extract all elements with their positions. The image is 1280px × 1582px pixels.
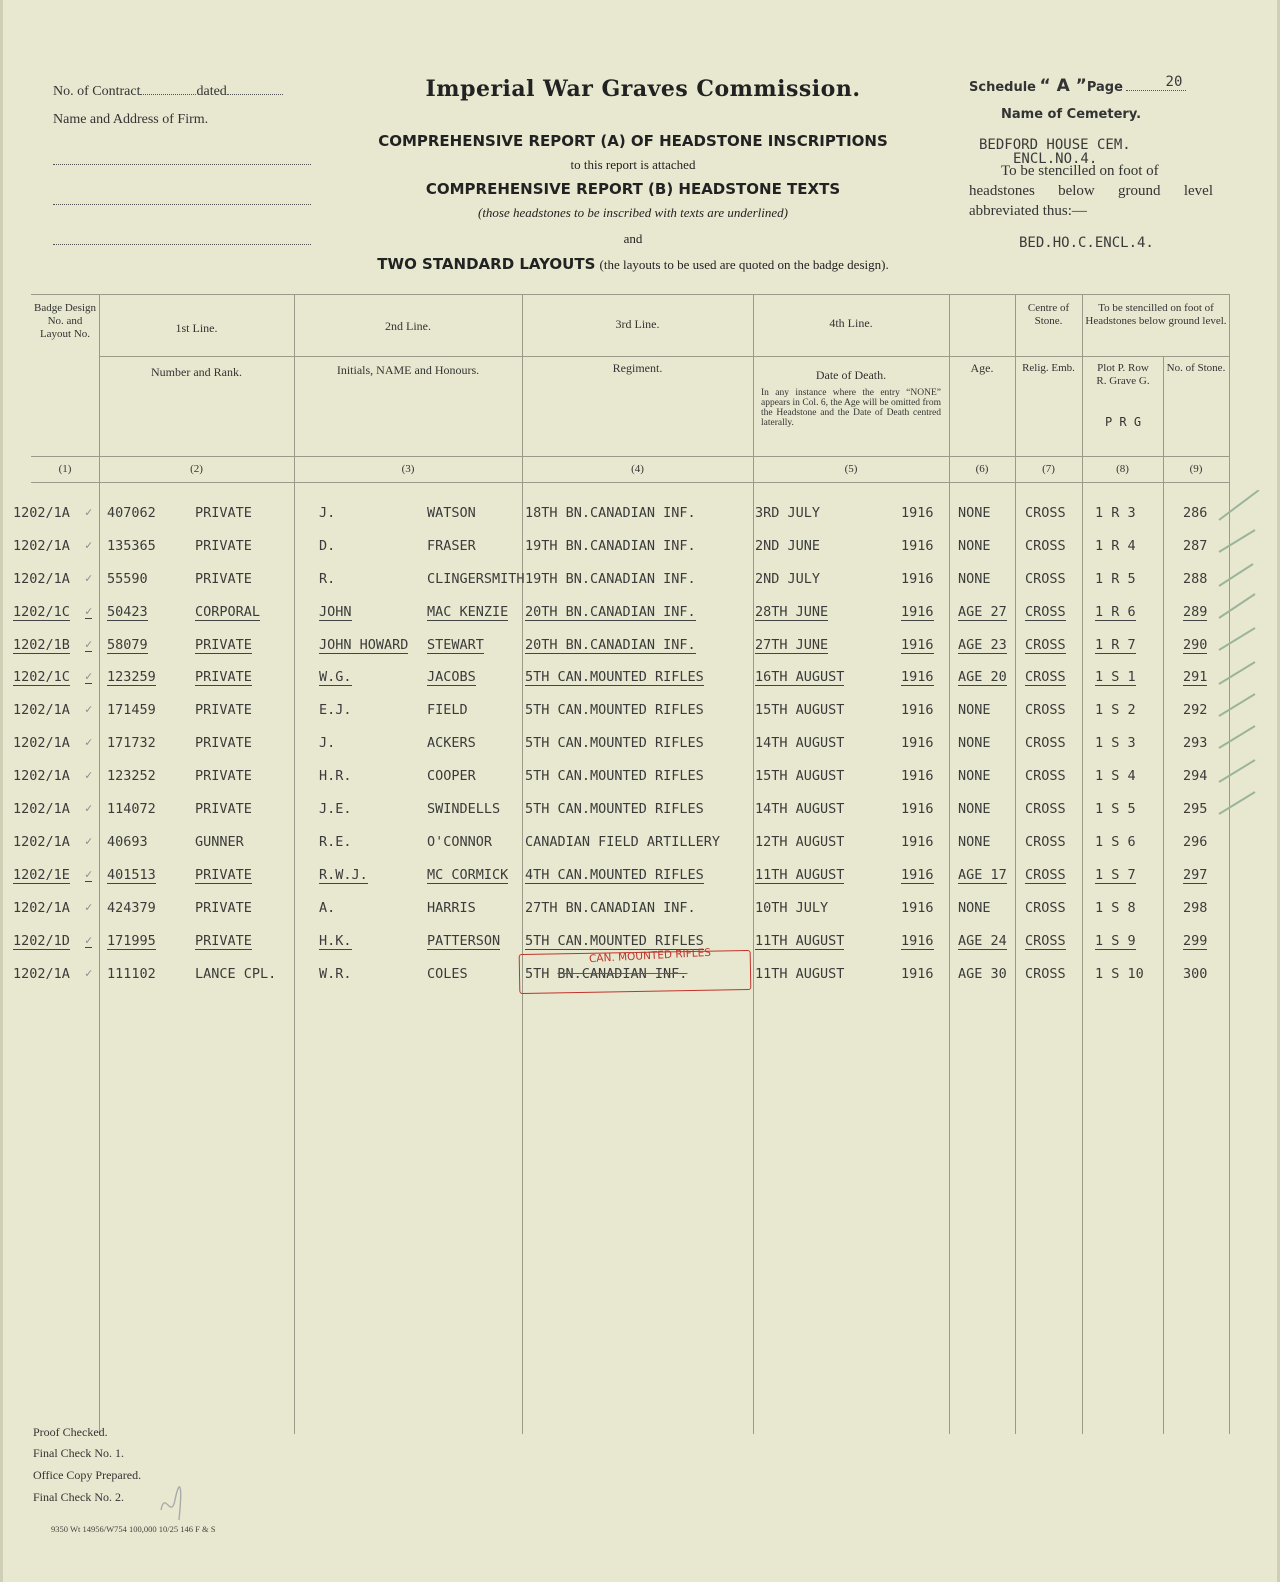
check-tick-icon: ✓	[85, 571, 93, 585]
name-cell: WATSON	[427, 505, 476, 521]
age-cell: AGE 30	[958, 966, 1007, 982]
number-cell: 58079	[107, 637, 148, 653]
check-tick-icon: ✓	[85, 604, 93, 618]
badge-cell: 1202/1D	[13, 933, 70, 949]
col-grave-header: Plot P. Row R. Grave G.	[1096, 362, 1150, 387]
grave-cell: 1 S 9	[1095, 933, 1136, 949]
page-number: 20	[1165, 74, 1183, 90]
number-cell: 114072	[107, 801, 156, 817]
grave-cell: 1 S 8	[1095, 900, 1136, 916]
number-row-rule	[31, 482, 1229, 483]
number-cell: 123252	[107, 768, 156, 784]
date-cell: 11TH AUGUST	[755, 933, 845, 949]
badge-cell: 1202/1A	[13, 538, 70, 554]
header-bottom-rule	[31, 456, 1229, 457]
regiment-cell: 20TH BN.CANADIAN INF.	[525, 604, 696, 620]
col-line3-sub: Regiment.	[612, 361, 663, 375]
cemetery-enclosure: ENCL.NO.4.	[1013, 151, 1098, 167]
regiment-cell: 4TH CAN.MOUNTED RIFLES	[525, 867, 704, 883]
final-check-1-label: Final Check No. 1.	[33, 1446, 124, 1460]
initials-cell: J.	[319, 505, 336, 521]
name-cell: FRASER	[427, 538, 476, 554]
badge-cell: 1202/1A	[13, 768, 70, 784]
firm-blank-line-3	[53, 244, 311, 245]
regiment-cell: 5TH CAN.MOUNTED RIFLES	[525, 669, 704, 685]
regiment-cell: CANADIAN FIELD ARTILLERY	[525, 834, 721, 850]
name-cell: SWINDELLS	[427, 801, 501, 817]
grave-cell: 1 R 3	[1095, 505, 1136, 521]
age-cell: AGE 27	[958, 604, 1007, 620]
col-number-6: (6)	[975, 463, 989, 475]
col-number-5: (5)	[844, 463, 858, 475]
emblem-cell: CROSS	[1025, 735, 1066, 751]
year-cell: 1916	[901, 801, 934, 817]
regiment-cell: 19TH BN.CANADIAN INF.	[525, 571, 696, 587]
grave-cell: 1 R 4	[1095, 538, 1136, 554]
name-cell: MC CORMICK	[427, 867, 509, 883]
pencil-tick-marks-icon	[1215, 490, 1265, 890]
col-badge-header: Badge Design No. and Layout No.	[33, 302, 96, 340]
date-cell: 11TH AUGUST	[755, 966, 845, 982]
date-cell: 15TH AUGUST	[755, 702, 845, 718]
badge-cell: 1202/1B	[13, 637, 70, 653]
age-cell: NONE	[958, 900, 991, 916]
col-number-9: (9)	[1189, 463, 1203, 475]
emblem-cell: CROSS	[1025, 834, 1066, 850]
emblem-cell: CROSS	[1025, 669, 1066, 685]
dated-label: dated	[196, 84, 227, 99]
emblem-cell: CROSS	[1025, 801, 1066, 817]
rank-cell: PRIVATE	[195, 768, 252, 784]
correction-handwritten: CAN. MOUNTED RIFLES	[588, 946, 712, 966]
stone-cell: 289	[1183, 604, 1208, 620]
report-a-heading: COMPREHENSIVE REPORT (A) OF HEADSTONE INSCRIPTIONS	[378, 132, 888, 150]
table-row	[3, 799, 1280, 821]
badge-cell: 1202/1A	[13, 900, 70, 916]
initials-cell: JOHN HOWARD	[319, 637, 409, 653]
firm-label: Name and Address of Firm.	[53, 112, 209, 127]
emblem-cell: CROSS	[1025, 768, 1066, 784]
check-tick-icon: ✓	[85, 637, 93, 651]
grave-cell: 1 S 1	[1095, 669, 1136, 685]
header-mid-rule	[99, 356, 1229, 357]
stone-cell: 299	[1183, 933, 1208, 949]
year-cell: 1916	[901, 505, 934, 521]
regiment-cell: 5TH CAN.MOUNTED RIFLES	[525, 801, 704, 817]
stone-cell: 292	[1183, 702, 1208, 718]
check-tick-icon: ✓	[85, 834, 93, 848]
date-cell: 14TH AUGUST	[755, 801, 845, 817]
check-tick-icon: ✓	[85, 768, 93, 782]
page-blank	[1126, 74, 1186, 91]
year-cell: 1916	[901, 735, 934, 751]
regiment-cell: 20TH BN.CANADIAN INF.	[525, 637, 696, 653]
number-cell: 50423	[107, 604, 148, 620]
date-cell: 11TH AUGUST	[755, 867, 845, 883]
year-cell: 1916	[901, 669, 934, 685]
number-cell: 407062	[107, 505, 156, 521]
rank-cell: PRIVATE	[195, 933, 252, 949]
initials-cell: H.K.	[319, 933, 352, 949]
stone-cell: 295	[1183, 801, 1208, 817]
stone-cell: 287	[1183, 538, 1208, 554]
year-cell: 1916	[901, 933, 934, 949]
col-prg-label: P R G	[1104, 415, 1142, 429]
emblem-cell: CROSS	[1025, 538, 1066, 554]
number-cell: 111102	[107, 966, 156, 982]
year-cell: 1916	[901, 571, 934, 587]
initials-cell: A.	[319, 900, 336, 916]
col-line3-header: 3rd Line.	[615, 317, 660, 331]
check-tick-icon: ✓	[85, 867, 93, 881]
grave-cell: 1 R 5	[1095, 571, 1136, 587]
check-tick-icon: ✓	[85, 669, 93, 683]
table-row	[3, 766, 1280, 788]
rank-cell: PRIVATE	[195, 637, 252, 653]
check-tick-icon: ✓	[85, 933, 93, 947]
schedule-field	[969, 76, 1186, 96]
number-cell: 424379	[107, 900, 156, 916]
emblem-cell: CROSS	[1025, 637, 1066, 653]
date-cell: 15TH AUGUST	[755, 768, 845, 784]
firm-blank-line-1	[53, 164, 311, 165]
date-cell: 28TH JUNE	[755, 604, 829, 620]
schedule-label: Schedule	[969, 80, 1036, 95]
name-cell: CLINGERSMITH	[427, 571, 525, 587]
regiment-cell: 27TH BN.CANADIAN INF.	[525, 900, 696, 916]
age-cell: NONE	[958, 735, 991, 751]
emblem-cell: CROSS	[1025, 571, 1066, 587]
check-tick-icon: ✓	[85, 702, 93, 716]
rank-cell: PRIVATE	[195, 669, 252, 685]
date-cell: 2ND JULY	[755, 571, 821, 587]
check-tick-icon: ✓	[85, 538, 93, 552]
pencil-initial-icon	[153, 1470, 193, 1530]
date-cell: 10TH JULY	[755, 900, 829, 916]
col-stencil-header: To be stencilled on foot of Headstones below ground level.	[1085, 302, 1227, 327]
age-cell: NONE	[958, 801, 991, 817]
col-centre-header: Centre of Stone.	[1027, 302, 1070, 327]
col-line1-sub: Number and Rank.	[151, 365, 242, 379]
year-cell: 1916	[901, 966, 934, 982]
year-cell: 1916	[901, 604, 934, 620]
stencil-text-1: To be stencilled on foot of	[1001, 163, 1159, 179]
initials-cell: H.R.	[319, 768, 352, 784]
initials-cell: W.G.	[319, 669, 352, 685]
name-cell: STEWART	[427, 637, 484, 653]
regiment-cell: 5TH CAN.MOUNTED RIFLES	[525, 702, 704, 718]
col-emblem-header: Relig. Emb.	[1022, 362, 1075, 374]
year-cell: 1916	[901, 900, 934, 916]
number-cell: 55590	[107, 571, 148, 587]
year-cell: 1916	[901, 834, 934, 850]
table-row	[3, 602, 1280, 624]
col-stone-header: No. of Stone.	[1166, 362, 1226, 374]
initials-cell: JOHN	[319, 604, 352, 620]
regiment-cell: 5TH CAN.MOUNTED RIFLES	[525, 735, 704, 751]
number-cell: 401513	[107, 867, 156, 883]
regiment-prefix: 5TH	[525, 966, 550, 982]
date-cell: 14TH AUGUST	[755, 735, 845, 751]
stencil-text-2: headstones below ground level	[969, 183, 1213, 199]
and-text: and	[623, 231, 643, 246]
table-row	[3, 667, 1280, 689]
col-line4-sub: Date of Death.	[815, 368, 887, 382]
rank-cell: GUNNER	[195, 834, 244, 850]
regiment-cell: 18TH BN.CANADIAN INF.	[525, 505, 696, 521]
table-row	[3, 700, 1280, 722]
layouts-note: (the layouts to be used are quoted on the badge design).	[599, 257, 889, 272]
badge-cell: 1202/1A	[13, 702, 70, 718]
date-cell: 27TH JUNE	[755, 637, 829, 653]
badge-cell: 1202/1A	[13, 966, 70, 982]
grave-cell: 1 S 6	[1095, 834, 1136, 850]
badge-cell: 1202/1A	[13, 834, 70, 850]
rank-cell: PRIVATE	[195, 702, 252, 718]
rank-cell: LANCE CPL.	[195, 966, 277, 982]
regiment-struck-text: BN.CANADIAN INF.	[557, 966, 688, 982]
emblem-cell: CROSS	[1025, 505, 1066, 521]
badge-cell: 1202/1E	[13, 867, 70, 883]
year-cell: 1916	[901, 702, 934, 718]
check-tick-icon: ✓	[85, 505, 93, 519]
year-cell: 1916	[901, 538, 934, 554]
final-check-2-label: Final Check No. 2.	[33, 1490, 124, 1504]
name-cell: MAC KENZIE	[427, 604, 509, 620]
emblem-cell: CROSS	[1025, 702, 1066, 718]
col-number-4: (4)	[631, 463, 644, 475]
regiment-cell: 19TH BN.CANADIAN INF.	[525, 538, 696, 554]
report-b-heading: COMPREHENSIVE REPORT (B) HEADSTONE TEXTS	[425, 180, 841, 198]
grave-cell: 1 S 10	[1095, 966, 1144, 982]
grave-cell: 1 R 7	[1095, 637, 1136, 653]
attached-note: to this report is attached	[570, 157, 696, 172]
stone-cell: 300	[1183, 966, 1208, 982]
initials-cell: W.R.	[319, 966, 352, 982]
age-cell: AGE 23	[958, 637, 1007, 653]
grave-cell: 1 S 4	[1095, 768, 1136, 784]
stone-cell: 296	[1183, 834, 1208, 850]
check-tick-icon: ✓	[85, 966, 93, 980]
initials-cell: R.E.	[319, 834, 352, 850]
age-cell: NONE	[958, 571, 991, 587]
table-row	[3, 898, 1280, 920]
age-cell: AGE 17	[958, 867, 1007, 883]
badge-cell: 1202/1C	[13, 669, 70, 685]
table-row	[3, 503, 1280, 525]
stone-cell: 294	[1183, 768, 1208, 784]
table-row	[3, 865, 1280, 887]
firm-blank-line-2	[53, 204, 311, 205]
col-line2-sub: Initials, NAME and Honours.	[336, 363, 480, 377]
cemetery-name: BEDFORD HOUSE CEM.	[979, 137, 1131, 153]
rank-cell: CORPORAL	[195, 604, 261, 620]
table-row	[3, 536, 1280, 558]
rank-cell: PRIVATE	[195, 867, 252, 883]
rank-cell: PRIVATE	[195, 571, 252, 587]
initials-cell: R.	[319, 571, 336, 587]
table-row	[3, 733, 1280, 755]
col-line1-header: 1st Line.	[175, 321, 218, 335]
name-cell: COLES	[427, 966, 468, 982]
badge-cell: 1202/1A	[13, 505, 70, 521]
initials-cell: R.W.J.	[319, 867, 368, 883]
document-title: Imperial War Graves Commission.	[425, 76, 861, 102]
table-top-border	[31, 294, 1229, 295]
stone-cell: 288	[1183, 571, 1208, 587]
name-cell: COOPER	[427, 768, 476, 784]
name-cell: ACKERS	[427, 735, 476, 751]
proof-checked-label: Proof Checked.	[33, 1425, 108, 1439]
date-cell: 12TH AUGUST	[755, 834, 845, 850]
number-cell: 123259	[107, 669, 156, 685]
emblem-cell: CROSS	[1025, 604, 1066, 620]
age-cell: NONE	[958, 702, 991, 718]
emblem-cell: CROSS	[1025, 966, 1066, 982]
rank-cell: PRIVATE	[195, 505, 252, 521]
badge-cell: 1202/1A	[13, 571, 70, 587]
grave-cell: 1 S 7	[1095, 867, 1136, 883]
date-cell: 16TH AUGUST	[755, 669, 845, 685]
name-cell: FIELD	[427, 702, 468, 718]
regiment-cell: 5TH CAN.MOUNTED RIFLES	[525, 933, 704, 949]
grave-cell: 1 R 6	[1095, 604, 1136, 620]
emblem-cell: CROSS	[1025, 900, 1066, 916]
grave-cell: 1 S 3	[1095, 735, 1136, 751]
rank-cell: PRIVATE	[195, 538, 252, 554]
age-cell: NONE	[958, 538, 991, 554]
stone-cell: 291	[1183, 669, 1208, 685]
stone-cell: 297	[1183, 867, 1208, 883]
underline-note: (those headstones to be inscribed with texts are underlined)	[477, 205, 789, 220]
schedule-letter: “ A ”	[1039, 76, 1087, 96]
col-number-3: (3)	[401, 463, 415, 475]
print-code: 9350 Wt 14956/W754 100,000 10/25 146 F & S	[51, 1524, 216, 1534]
year-cell: 1916	[901, 637, 934, 653]
page-label: Page	[1086, 80, 1123, 95]
initials-cell: J.	[319, 735, 336, 751]
col-number-7: (7)	[1042, 463, 1055, 475]
stone-cell: 298	[1183, 900, 1208, 916]
layouts-heading: TWO STANDARD LAYOUTS	[377, 255, 596, 273]
check-tick-icon: ✓	[85, 900, 93, 914]
badge-cell: 1202/1A	[13, 801, 70, 817]
number-cell: 135365	[107, 538, 156, 554]
number-cell: 171995	[107, 933, 156, 949]
col-age-header: Age.	[970, 361, 994, 375]
stone-cell: 293	[1183, 735, 1208, 751]
date-cell: 3RD JULY	[755, 505, 821, 521]
office-copy-label: Office Copy Prepared.	[33, 1468, 142, 1482]
initials-cell: J.E.	[319, 801, 352, 817]
col-number-2: (2)	[190, 463, 203, 475]
table-row	[3, 832, 1280, 854]
number-cell: 171459	[107, 702, 156, 718]
name-cell: PATTERSON	[427, 933, 501, 949]
name-cell: JACOBS	[427, 669, 476, 685]
table-row	[3, 569, 1280, 591]
age-cell: NONE	[958, 834, 991, 850]
age-cell: AGE 20	[958, 669, 1007, 685]
badge-cell: 1202/1A	[13, 735, 70, 751]
col-line4-header: 4th Line.	[829, 316, 873, 330]
date-cell: 2ND JUNE	[755, 538, 821, 554]
year-cell: 1916	[901, 768, 934, 784]
age-cell: AGE 24	[958, 933, 1007, 949]
number-cell: 40693	[107, 834, 148, 850]
emblem-cell: CROSS	[1025, 867, 1066, 883]
stencil-text-3: abbreviated thus:—	[969, 203, 1087, 219]
abbreviation: BED.HO.C.ENCL.4.	[1019, 235, 1154, 251]
initials-cell: D.	[319, 538, 336, 554]
col-number-1: (1)	[58, 463, 72, 475]
name-cell: HARRIS	[427, 900, 476, 916]
year-cell: 1916	[901, 867, 934, 883]
stone-cell: 290	[1183, 637, 1208, 653]
rank-cell: PRIVATE	[195, 801, 252, 817]
grave-cell: 1 S 2	[1095, 702, 1136, 718]
col-number-8: (8)	[1116, 463, 1129, 475]
check-tick-icon: ✓	[85, 735, 93, 749]
col-line4-note: In any instance where the entry “NONE” appears in Col. 6, the Age will be omitted from the Headstone and the Date of Death centred laterally.	[761, 388, 941, 428]
number-cell: 171732	[107, 735, 156, 751]
emblem-cell: CROSS	[1025, 933, 1066, 949]
badge-cell: 1202/1C	[13, 604, 70, 620]
cemetery-label: Name of Cemetery.	[1001, 107, 1142, 122]
rank-cell: PRIVATE	[195, 735, 252, 751]
col-line2-header: 2nd Line.	[385, 319, 431, 333]
name-cell: O'CONNOR	[427, 834, 493, 850]
check-tick-icon: ✓	[85, 801, 93, 815]
age-cell: NONE	[958, 768, 991, 784]
initials-cell: E.J.	[319, 702, 352, 718]
stone-cell: 286	[1183, 505, 1208, 521]
rank-cell: PRIVATE	[195, 900, 252, 916]
contract-label: No. of Contract	[53, 84, 141, 99]
table-row	[3, 635, 1280, 657]
regiment-cell: 5TH CAN.MOUNTED RIFLES	[525, 768, 704, 784]
age-cell: NONE	[958, 505, 991, 521]
layouts-line	[303, 255, 963, 273]
grave-cell: 1 S 5	[1095, 801, 1136, 817]
